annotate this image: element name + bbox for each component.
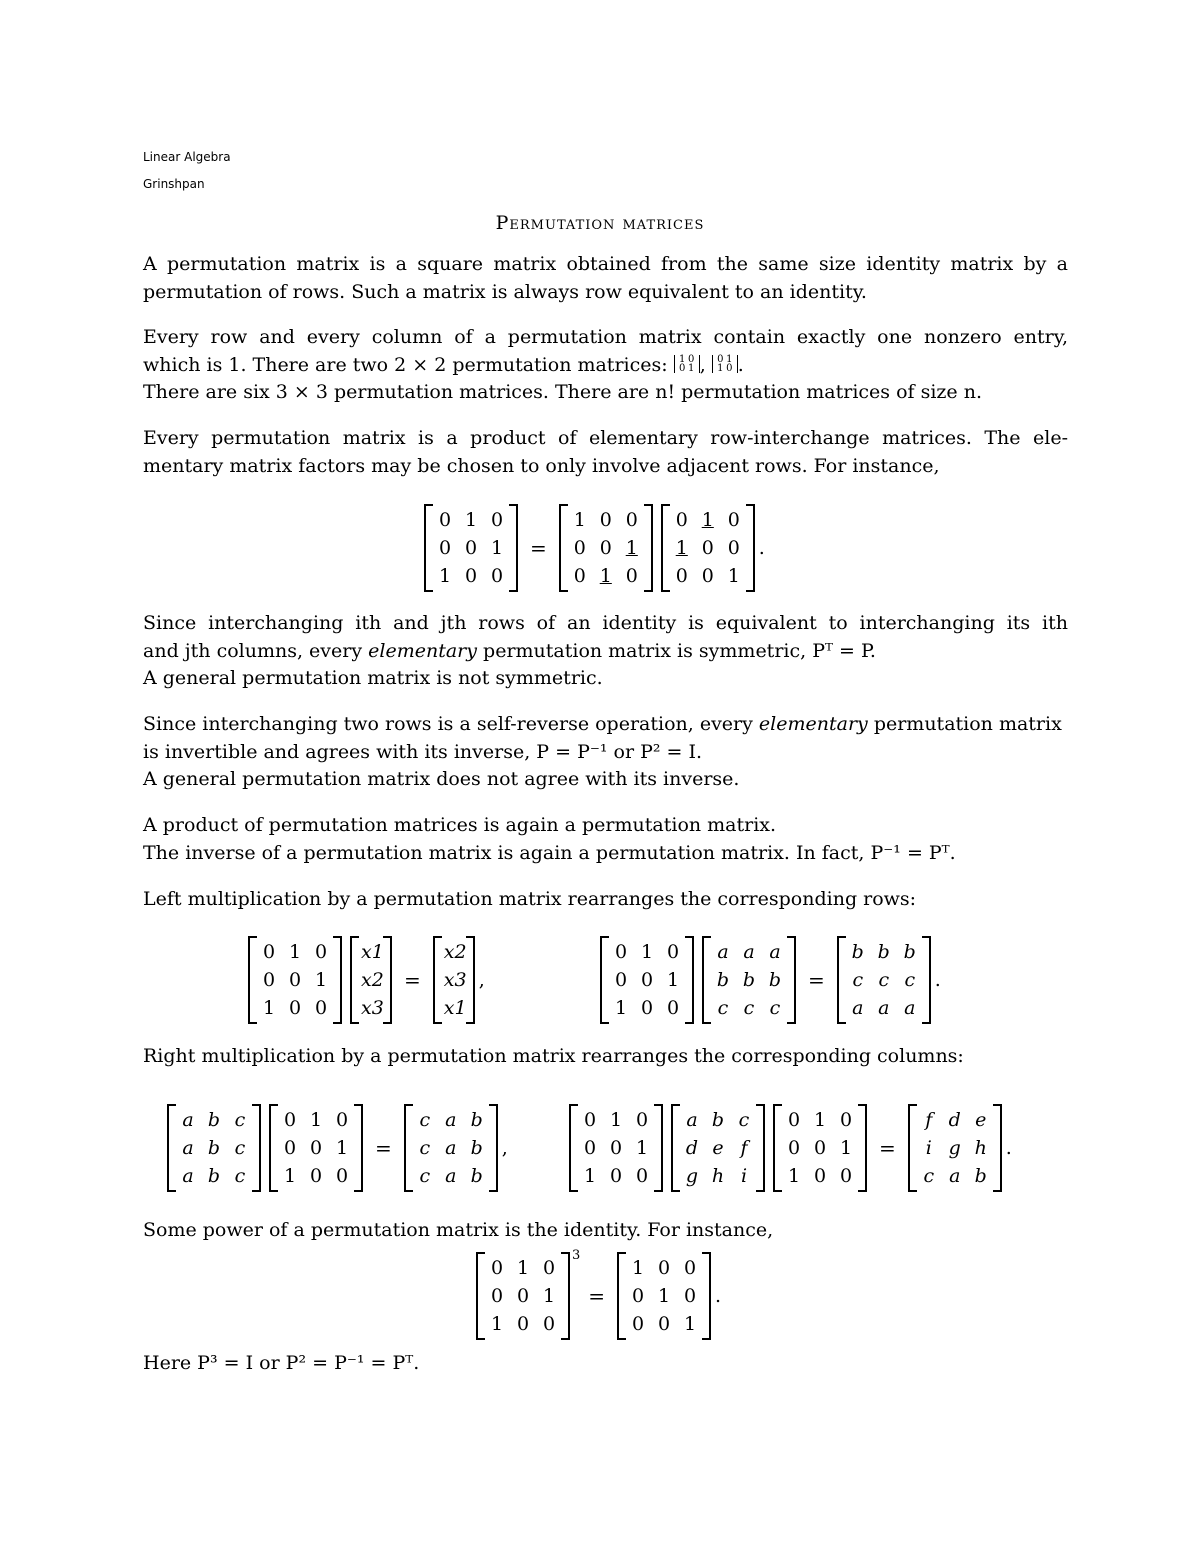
matrix-entry: b: [470, 1165, 483, 1187]
paragraph-product-inverse: [143, 812, 1068, 867]
course-label: Linear Algebra: [143, 150, 231, 164]
text-line: A product of permutation matrices is again a permutation matrix.: [143, 814, 777, 836]
matrix-entry: a: [769, 941, 781, 963]
matrix-entry: 0: [787, 1109, 801, 1131]
matrix-entry: b: [470, 1137, 483, 1159]
matrix-entry: c: [904, 969, 916, 991]
equation-left-vector: [244, 936, 485, 1024]
matrix-entry: 0: [726, 362, 733, 374]
matrix-entry: a: [852, 997, 864, 1019]
text-fragment: and jth columns, every: [143, 639, 363, 662]
matrix-entry: g: [948, 1137, 961, 1159]
matrix-entry: 0: [542, 1313, 556, 1335]
matrix-entry: 0: [813, 1137, 827, 1159]
equation-right-cols: [163, 1104, 508, 1192]
matrix-entry: c: [743, 997, 755, 1019]
matrix-entry: e: [712, 1137, 724, 1159]
matrix-entry: 1: [625, 537, 638, 559]
matrix-entry: 0: [309, 1137, 323, 1159]
text-line: Every row and every column of a permutation matrix contain exactly one nonzero entry,: [143, 326, 1068, 348]
matrix-P: [600, 936, 694, 1024]
matrix-abcdefghi: [671, 1104, 765, 1192]
matrix-entry: 0: [635, 1109, 649, 1131]
matrix-entry: 0: [262, 969, 276, 991]
matrix-entry: 1: [684, 1313, 697, 1335]
matrix-entry: b: [207, 1165, 221, 1187]
matrix-entry: 1: [727, 565, 740, 587]
matrix-entry: 0: [717, 353, 724, 365]
matrix-entry: c: [419, 1137, 431, 1159]
matrix-entry: 0: [464, 537, 478, 559]
matrix-entry: a: [686, 1109, 698, 1131]
matrix-entry: a: [182, 1165, 194, 1187]
matrix-2x2-swap: [712, 355, 738, 373]
matrix-entry: 0: [701, 537, 714, 559]
matrix-entry: b: [742, 969, 756, 991]
vector-px: [433, 936, 475, 1024]
matrix-entry: a: [445, 1137, 457, 1159]
matrix-P: [569, 1104, 663, 1192]
text-line: Left multiplication by a permutation matrix rearranges the corresponding rows:: [143, 888, 917, 910]
matrix-E2: [661, 504, 755, 592]
equals-sign: =: [404, 968, 421, 992]
matrix-entry: b: [768, 969, 782, 991]
matrix-entry: 0: [573, 565, 586, 587]
matrix-entry: 0: [599, 509, 612, 531]
matrix-entry: b: [903, 941, 916, 963]
matrix-entry: 0: [314, 997, 328, 1019]
matrix-entry: d: [948, 1109, 961, 1131]
matrix-entry: 0: [438, 537, 452, 559]
author-label: Grinshpan: [143, 177, 205, 191]
matrix-entry: 0: [666, 997, 680, 1019]
matrix-entry: b: [207, 1109, 221, 1131]
matrix-entry: a: [717, 941, 729, 963]
matrix-entry: 1: [658, 1285, 671, 1307]
text-line: mentary matrix factors may be chosen to only involve adjacent rows. For instance,: [143, 454, 940, 477]
period: .: [1005, 1137, 1012, 1159]
paragraph-here: [143, 1350, 1068, 1378]
matrix-entry: 0: [490, 509, 504, 531]
matrix-entry: i: [925, 1137, 932, 1159]
text-line: [143, 638, 1068, 666]
matrix-entry: 0: [283, 1137, 297, 1159]
matrix-entry: 0: [573, 537, 586, 559]
matrix-entry: 0: [288, 969, 302, 991]
text-fragment: Since interchanging two rows is a self-reverse operation, every: [143, 713, 753, 735]
vector-entry: x1: [361, 941, 384, 963]
matrix-entry: 0: [675, 509, 688, 531]
matrix-entry: b: [207, 1137, 221, 1159]
text-line: A permutation matrix is a square matrix obtained from the same size identity matrix by a: [143, 253, 1068, 275]
comma: ,: [478, 969, 485, 991]
matrix-entry: b: [877, 941, 890, 963]
equals-sign: =: [530, 536, 547, 560]
paragraph-inverse: [143, 711, 1068, 794]
equation-left-matrix: [596, 936, 941, 1024]
paragraph-right-mult: [143, 1043, 1068, 1071]
matrix-entry: b: [851, 941, 864, 963]
matrix-entry: 1: [573, 509, 586, 531]
matrix-entry: 0: [675, 565, 688, 587]
matrix-entry: c: [738, 1109, 750, 1131]
matrix-entry: c: [717, 997, 729, 1019]
period: .: [715, 1285, 722, 1307]
matrix-entry: 1: [839, 1137, 853, 1159]
matrix-entry: 1: [614, 997, 628, 1019]
matrix-entry: 0: [516, 1313, 530, 1335]
matrix-entry: 0: [583, 1109, 597, 1131]
matrix-entry: h: [974, 1137, 987, 1159]
matrix-entry: 1: [438, 565, 452, 587]
matrix-entry: c: [419, 1109, 431, 1131]
text-fragment: which is 1. There are two 2 × 2 permutation matrices:: [143, 353, 668, 376]
matrix-entry: d: [685, 1137, 699, 1159]
matrix-entry: 1: [599, 565, 612, 587]
matrix-entry: a: [743, 941, 755, 963]
matrix-entry: 0: [684, 1285, 697, 1307]
matrix-entry: 1: [335, 1137, 349, 1159]
matrix-entry: 1: [464, 509, 478, 531]
matrix-entry: 0: [614, 969, 628, 991]
matrix-entry: c: [234, 1109, 246, 1131]
matrix-entry: 1: [640, 941, 654, 963]
page-title: Permutation matrices: [495, 212, 705, 234]
matrix-entry: 0: [839, 1109, 853, 1131]
matrix-entry: 1: [516, 1257, 530, 1279]
matrix-entry: c: [923, 1165, 935, 1187]
matrix-entry: a: [182, 1137, 194, 1159]
matrix-entry: 1: [309, 1109, 323, 1131]
equation-conjugation: [565, 1104, 1012, 1192]
matrix-entry: f: [925, 1109, 933, 1131]
matrix-entry: 1: [314, 969, 328, 991]
matrix-abc-cols: [167, 1104, 261, 1192]
matrix-entry: h: [711, 1165, 725, 1187]
matrix-entry: 1: [583, 1165, 597, 1187]
text-line: [143, 352, 1068, 380]
matrix-entry: 1: [717, 362, 724, 374]
vector-entry: x3: [361, 997, 384, 1019]
matrix-entry: b: [974, 1165, 987, 1187]
matrix-entry: b: [470, 1109, 483, 1131]
matrix-entry: 0: [625, 509, 638, 531]
period: .: [758, 537, 765, 559]
equals-sign: =: [588, 1284, 606, 1308]
paragraph-power: [143, 1217, 1068, 1245]
matrix-entry: 1: [813, 1109, 827, 1131]
matrix-entry: 0: [542, 1257, 556, 1279]
paragraph-entries: [143, 324, 1068, 407]
matrix-entry: 0: [583, 1137, 597, 1159]
matrix-entry: 1: [726, 353, 733, 365]
matrix-entry: 1: [688, 362, 695, 374]
matrix-entry: c: [419, 1165, 431, 1187]
matrix-entry: 0: [309, 1165, 323, 1187]
matrix-entry: 1: [542, 1285, 556, 1307]
equation-factorization: [420, 504, 765, 592]
equals-sign: =: [808, 968, 825, 992]
matrix-entry: 1: [701, 509, 714, 531]
text-fragment: permutation matrix is symmetric, Pᵀ = P.: [483, 639, 876, 662]
matrix-P: [476, 1252, 570, 1340]
matrix-entry: 0: [625, 565, 638, 587]
matrix-entry: 0: [599, 537, 612, 559]
matrix-entry: 1: [490, 537, 504, 559]
matrix-entry: 0: [727, 509, 740, 531]
paragraph-products: [143, 425, 1068, 480]
matrix-entry: 0: [490, 565, 504, 587]
matrix-entry: 0: [727, 537, 740, 559]
matrix-entry: 0: [688, 353, 695, 365]
matrix-entry: 0: [839, 1165, 853, 1187]
matrix-entry: 0: [640, 969, 654, 991]
text-line: The inverse of a permutation matrix is again a permutation matrix. In fact, P⁻¹ = Pᵀ.: [143, 841, 956, 864]
vector-entry: x2: [443, 941, 467, 963]
text-line: [143, 711, 1068, 739]
matrix-2x2-identity: [674, 355, 700, 373]
matrix-entry: 1: [635, 1137, 649, 1159]
matrix-entry: 0: [632, 1285, 645, 1307]
matrix-P: [248, 936, 342, 1024]
matrix-entry: 1: [632, 1257, 645, 1279]
matrix-entry: c: [852, 969, 864, 991]
matrix-entry: 0: [490, 1285, 504, 1307]
matrix-entry: b: [716, 969, 730, 991]
paragraph-left-mult: [143, 886, 1068, 914]
matrix-entry: 0: [314, 941, 328, 963]
matrix-E1: [559, 504, 653, 592]
matrix-entry: 1: [283, 1165, 297, 1187]
paragraph-symmetric: [143, 610, 1068, 693]
matrix-entry: 1: [675, 537, 688, 559]
comma: ,: [699, 353, 706, 376]
matrix-entry: 1: [490, 1313, 504, 1335]
matrix-entry: 0: [701, 565, 714, 587]
matrix-entry: 0: [813, 1165, 827, 1187]
matrix-entry: 1: [288, 941, 302, 963]
matrix-entry: 0: [635, 1165, 649, 1187]
equals-sign: =: [879, 1136, 896, 1160]
matrix-entry: 0: [283, 1109, 297, 1131]
matrix-entry: a: [949, 1165, 961, 1187]
matrix-result: [908, 1104, 1002, 1192]
matrix-entry: 0: [684, 1257, 697, 1279]
matrix-entry: 0: [335, 1109, 349, 1131]
text-line: Since interchanging ith and jth rows of an identity is equivalent to interchanging its ith: [143, 612, 1068, 634]
comma: ,: [501, 1137, 508, 1159]
equation-power: [472, 1248, 722, 1340]
matrix-entry: 1: [787, 1165, 801, 1187]
matrix-entry: a: [445, 1165, 457, 1187]
matrix-entry: 0: [288, 997, 302, 1019]
text-line: is invertible and agrees with its inverse, P = P⁻¹ or P² = I.: [143, 740, 703, 763]
exponent: 3: [572, 1248, 581, 1263]
matrix-entry: 0: [679, 362, 686, 374]
vector-x: [350, 936, 392, 1024]
matrix-entry: a: [182, 1109, 194, 1131]
matrix-entry: a: [878, 997, 890, 1019]
matrix-entry: 1: [679, 353, 686, 365]
matrix-entry: g: [685, 1165, 699, 1187]
emphasis: elementary: [368, 639, 477, 662]
matrix-abc-rows: [702, 936, 796, 1024]
matrix-entry: 0: [609, 1165, 623, 1187]
matrix-entry: 0: [658, 1313, 671, 1335]
text-fragment: permutation matrix: [873, 713, 1062, 735]
matrix-entry: f: [740, 1137, 748, 1159]
matrix-entry: 0: [658, 1257, 671, 1279]
equals-sign: =: [375, 1136, 392, 1160]
matrix-entry: 0: [516, 1285, 530, 1307]
matrix-entry: i: [740, 1165, 748, 1187]
text-line: A general permutation matrix is not symmetric.: [143, 667, 603, 689]
emphasis: elementary: [758, 713, 868, 735]
matrix-entry: c: [878, 969, 890, 991]
matrix-entry: 0: [787, 1137, 801, 1159]
matrix-bca-rows: [837, 936, 931, 1024]
matrix-cab-cols: [404, 1104, 498, 1192]
matrix-entry: 1: [666, 969, 680, 991]
text-line: Some power of a permutation matrix is the identity. For instance,: [143, 1219, 774, 1241]
matrix-entry: 0: [640, 997, 654, 1019]
matrix-entry: 0: [335, 1165, 349, 1187]
matrix-P: [424, 504, 518, 592]
vector-entry: x3: [443, 969, 467, 991]
matrix-entry: b: [711, 1109, 725, 1131]
matrix-entry: c: [769, 997, 781, 1019]
matrix-entry: 1: [609, 1109, 623, 1131]
vector-entry: x1: [443, 997, 467, 1019]
matrix-entry: 0: [609, 1137, 623, 1159]
paragraph-definition: [143, 251, 1068, 306]
period: .: [737, 353, 744, 376]
text-line: Right multiplication by a permutation matrix rearranges the corresponding columns:: [143, 1045, 964, 1067]
matrix-entry: a: [904, 997, 916, 1019]
matrix-P: [269, 1104, 363, 1192]
text-line: permutation of rows. Such a matrix is always row equivalent to an identity.: [143, 280, 867, 303]
matrix-entry: c: [234, 1137, 246, 1159]
matrix-entry: 0: [666, 941, 680, 963]
text-line: A general permutation matrix does not agree with its inverse.: [143, 768, 740, 790]
matrix-entry: c: [234, 1165, 246, 1187]
period: .: [934, 969, 941, 991]
matrix-entry: 0: [464, 565, 478, 587]
text-line: Every permutation matrix is a product of elementary row-interchange matrices. The ele-: [143, 427, 1068, 449]
matrix-entry: e: [975, 1109, 987, 1131]
matrix-P: [773, 1104, 867, 1192]
matrix-entry: 1: [262, 997, 276, 1019]
vector-entry: x2: [361, 969, 384, 991]
matrix-entry: 0: [490, 1257, 504, 1279]
matrix-entry: 0: [632, 1313, 645, 1335]
text-line: Here P³ = I or P² = P⁻¹ = Pᵀ.: [143, 1352, 420, 1374]
matrix-entry: a: [445, 1109, 457, 1131]
matrix-identity: [617, 1252, 711, 1340]
matrix-entry: 0: [614, 941, 628, 963]
matrix-entry: 0: [438, 509, 452, 531]
matrix-entry: 0: [262, 941, 276, 963]
text-line: There are six 3 × 3 permutation matrices. There are n! permutation matrices of size n.: [143, 381, 982, 403]
